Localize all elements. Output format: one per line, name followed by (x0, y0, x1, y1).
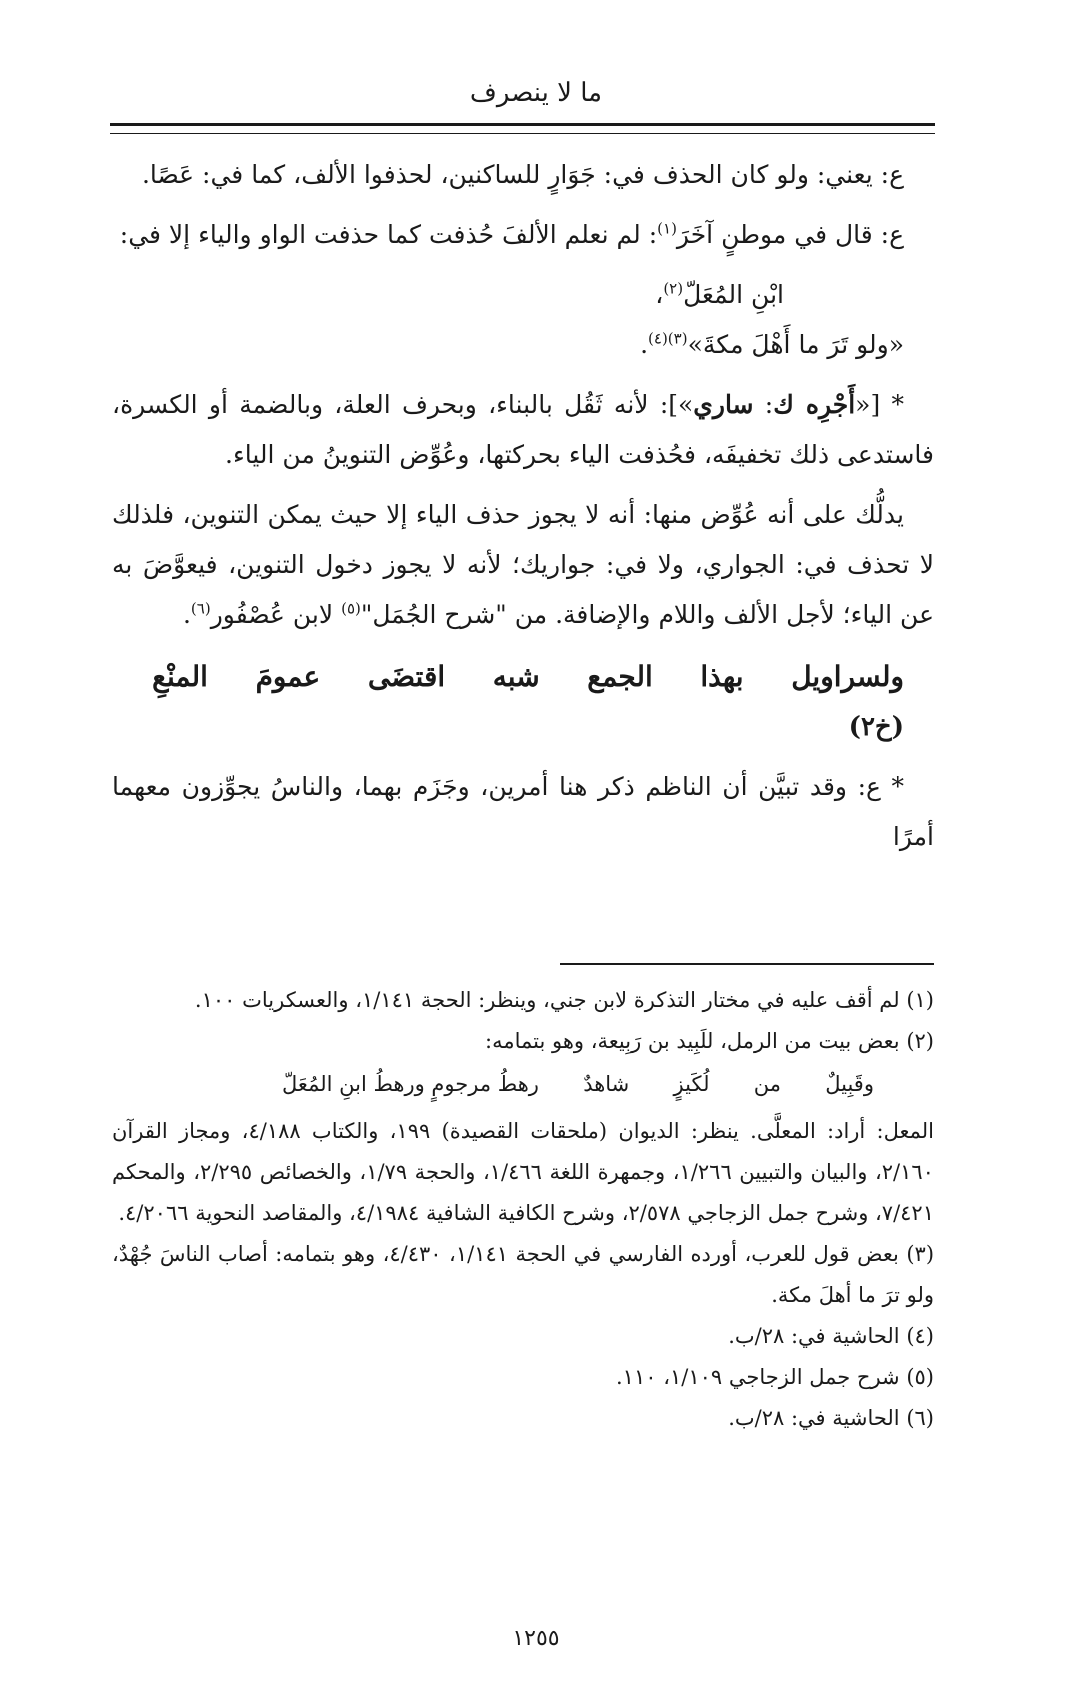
footnote-verse-part: شاهدٌ (583, 1072, 630, 1096)
footnote-2-verse (112, 1064, 934, 1105)
footnote-2: (٢) بعض بيت من الرمل، للَبِيد بن رَبِيعة، وهو بتمامه: (485, 1029, 934, 1053)
paragraph-3-star: * [« (855, 390, 904, 419)
paragraph-5: * ع: وقد تبيَّن أن الناظم ذكر هنا أمرين، وجَزَم بهما، والناسُ يجوِّزون معهما أمرًا (112, 772, 934, 851)
footnote-4: (٤) الحاشية في: ٢٨/ب. (728, 1324, 934, 1348)
paragraph-2-start: ع: قال في موطنٍ آخَرَ (676, 220, 904, 249)
paragraph-1: ع: يعني: ولو كان الحذف في: جَوَارٍ للساكنين، لحذفوا الألف، كما في: عَصًا. (141, 160, 904, 189)
footnote-2-note: المعل: أراد: المعلَّى. ينظر: الديوان (ملحقات القصيدة) ١٩٩، والكتاب ٤/١٨٨، ومجاز القرآن ٢/١٦٠، والبيان والتبيين ١/٢٦٦، وجمهرة اللغة ١/٤٦٦، والحجة ١/٧٩، والخصائص ٢/٢٩٥، والمحكم ٧/٤٢١، وشرح جمل الزجاجي ٢/٥٧٨، وشرح الكافية الشافية ٤/١٩٨٤، والمقاصد النحوية ٤/٢٠٦٦. (112, 1119, 934, 1225)
poem-word: شبه (492, 660, 540, 693)
footnote-ref-2: (٢) (663, 279, 684, 298)
footnote-ref-3-4: (٣)(٤) (648, 329, 688, 348)
page-number: ١٢٥٥ (512, 1626, 560, 1651)
footnote-ref-6: (٦) (190, 599, 211, 618)
poem-word: المنْعِ (152, 660, 208, 693)
poem-word: اقتضَى (367, 660, 446, 693)
footnotes (112, 980, 934, 1439)
paragraph-2-end: : لم نعلم الألفَ حُذفت كما حذفت الواو والياء إلا في: (119, 220, 658, 249)
poem-manuscript-tag: (خ٢) (848, 712, 904, 742)
quote-line-1 (112, 270, 934, 320)
footnote-6: (٦) الحاشية في: ٢٨/ب. (728, 1406, 934, 1430)
paragraph-2 (112, 210, 934, 260)
poem-line (112, 652, 934, 702)
paragraph-3-text: »]: لأنه ثَقُل بالبناء، وبحرف العلة، وبالضمة أو الكسرة، فاستدعى ذلك تخفيفَه، فحُذفت الياء بحركتها، وعُوِّض التنوينُ من الياء. (112, 390, 934, 469)
footnote-separator (560, 963, 934, 965)
poem-word: بهذا (700, 660, 744, 693)
paragraph-4-author: لابن عُصْفُور (210, 600, 342, 629)
footnote-verse-part: من (753, 1072, 781, 1096)
footnote-1: (١) لم أقف عليه في مختار التذكرة لابن جني، وينظر: الحجة ١/١٤١، والعسكريات ١٠٠. (194, 988, 934, 1012)
footnote-ref-1: (١) (657, 219, 677, 238)
poem-word: ولسراويل (791, 660, 904, 693)
main-text (112, 150, 934, 862)
paragraph-4 (112, 490, 934, 640)
poem-word: عمومَ (255, 660, 321, 693)
header-rule-thick (110, 123, 935, 126)
paragraph-3-lemma-2: ساري (693, 390, 754, 419)
paragraph-3-lemma-1: أَجْرِه ك (773, 390, 856, 419)
quote-line-2-text: «ولو تَرَ ما أَهْلَ مكةَ» (687, 330, 904, 359)
paragraph-4-end: . (182, 600, 191, 629)
footnote-3: (٣) بعض قول للعرب، أورده الفارسي في الحجة ١/١٤١، ٤/٤٣٠، وهو بتمامه: أصاب الناسَ جُهْدٌ، ولو ترَ ما أهلَ مكة. (112, 1242, 935, 1307)
footnote-verse-part: لُكَيزٍ (673, 1072, 710, 1096)
quote-line-2 (112, 320, 934, 370)
paragraph-3-colon: : (753, 390, 774, 419)
quote-line-2-end: . (640, 330, 649, 359)
paragraph-4-text: يدلُّك على أنه عُوِّض منها: أنه لا يجوز حذف الياء إلا حيث يمكن التنوين، فلذلك لا تحذف في: الجواري، ولا في: جواريك؛ لأنه لا يجوز دخول التنوين، فيعوَّضَ به عن الياء؛ لأجل الألف واللام والإضافة. من "شرح الجُمَل" (112, 500, 934, 629)
quote-line-1-text: ابْنِ المُعَلّ (683, 280, 784, 309)
footnote-verse-part: رهطُ مرجومٍ ورهطُ ابنِ المُعَلّ (282, 1072, 539, 1096)
footnote-5: (٥) شرح جمل الزجاجي ١/١٠٩، ١١٠. (615, 1365, 934, 1389)
footnote-ref-5: (٥) (341, 599, 361, 618)
quote-line-1-end: ، (655, 280, 664, 309)
running-head: ما لا ينصرف (469, 78, 603, 108)
paragraph-3 (112, 380, 934, 480)
header-rule-thin (110, 133, 935, 134)
footnote-verse-part: وقَبِيلٌ (825, 1072, 874, 1096)
poem-word: الجمع (587, 660, 653, 693)
